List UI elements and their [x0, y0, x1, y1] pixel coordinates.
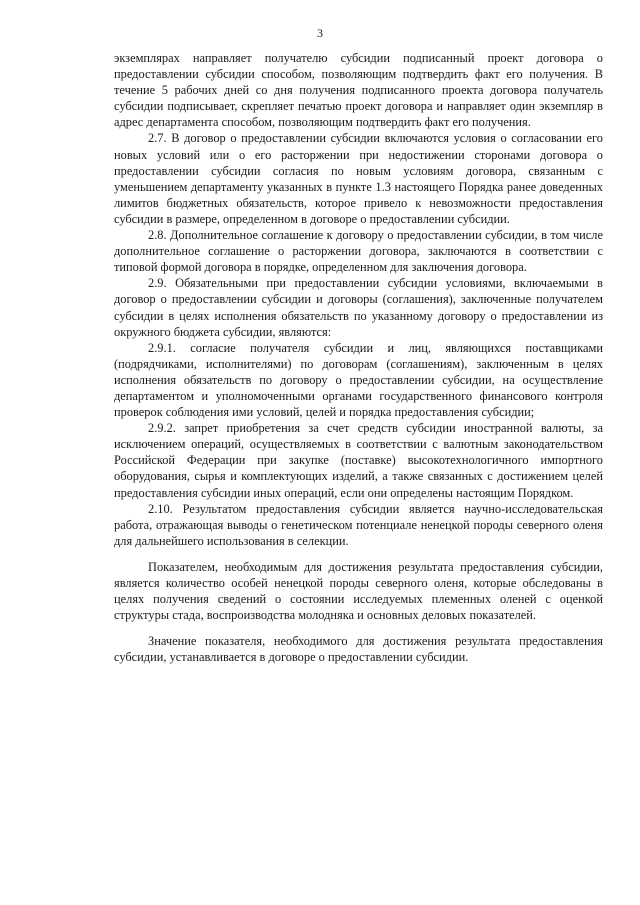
document-body [114, 50, 603, 665]
paragraph-indicator: Показателем, необходимым для достижения результата предоставления субсидии, является количество особей ненецкой породы северного оленя, которые обследованы в целях получения сведений о состоянии исследуемых племенных оленей с оценкой структуры стада, воспроизводства молодняка и основных деловых показателей. [114, 559, 603, 623]
paragraph-2-7: 2.7. В договор о предоставлении субсидии включаются условия о согласовании его новых условий или о его расторжении при недостижении сторонами договора о предоставлении субсидии согласия по новым условиям договора, связанным с уменьшением департаменту указанных в пункте 1.3 настоящего Порядка ранее доведенных лимитов бюджетных обязательств, которое привело к невозможности предоставления субсидии в размере, определенном в договоре о предоставлении субсидии. [114, 131, 603, 226]
paragraph-indicator-value: Значение показателя, необходимого для достижения результата предоставления субсидии, устанавливается в договоре о предоставлении субсидии. [114, 634, 603, 665]
paragraph-2-8: 2.8. Дополнительное соглашение к договору о предоставлении субсидии, в том числе дополнительное соглашение о расторжении договора, заключаются в соответствии с типовой формой договора в порядке, определенном для заключения договора. [114, 228, 603, 275]
paragraph-2-9-2: 2.9.2. запрет приобретения за счет средств субсидии иностранной валюты, за исключением операций, осуществляемых в соответствии с валютным законодательством Российской Федерации при закупке (поставке) высокотехнологичного импортного оборудования, сырья и комплектующих изделий, а также связанных с достижением целей предоставления субсидии иных операций, если они определены настоящим Порядком. [114, 421, 603, 500]
paragraph-continuation: экземплярах направляет получателю субсидии подписанный проект договора о предоставлении субсидии способом, позволяющим подтвердить факт его получения. В течение 5 рабочих дней со дня получения подписанного проекта договора получатель субсидии подписывает, скрепляет печатью проект договора и направляет один экземпляр в адрес департамента способом, позволяющим подтвердить факт его получения. [114, 51, 603, 130]
page-number: 3 [317, 26, 323, 40]
paragraph-2-10: 2.10. Результатом предоставления субсидии является научно-исследовательская работа, отражающая выводы о генетическом потенциале ненецкой породы северного оленя для дальнейшего использования в селекции. [114, 501, 603, 548]
paragraph-2-9-1: 2.9.1. согласие получателя субсидии и лиц, являющихся поставщиками (подрядчиками, исполнителями) по договорам (соглашениям), заключенным в целях исполнения обязательств по договору о предоставлении субсидии, на осуществление департаментом и уполномоченными органами государственного финансового контроля проверок соблюдения ими условий, целей и порядка предоставления субсидии; [114, 340, 603, 420]
paragraph-2-9: 2.9. Обязательными при предоставлении субсидии условиями, включаемыми в договор о предоставлении субсидии и договоры (соглашения), заключенные получателем субсидии в целях исполнения обязательств по указанному договору о предоставлении из окружного бюджета субсидии, являются: [114, 276, 603, 339]
